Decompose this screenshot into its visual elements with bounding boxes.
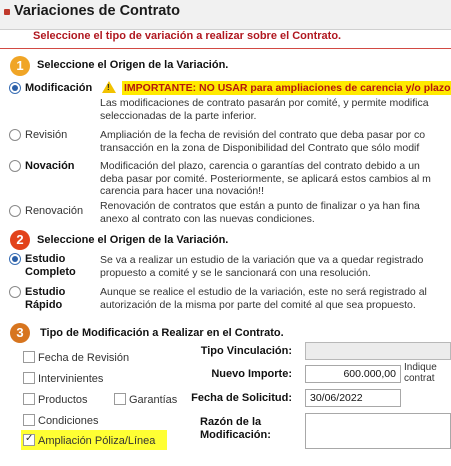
radio-renovacion[interactable] bbox=[9, 205, 21, 217]
checkbox-productos[interactable] bbox=[23, 393, 35, 405]
tipo-vinculacion-input[interactable] bbox=[305, 342, 451, 360]
warning-icon: ! bbox=[102, 81, 116, 93]
fecha-solicitud-input[interactable]: 30/06/2022 bbox=[305, 389, 401, 407]
radio-estudio-completo[interactable] bbox=[9, 253, 21, 265]
desc-novacion: Modificación del plazo, carencia o garantías del contrato debido a un deba pasar por comité. Posteriormente, se aplicará estos cambios al m carencia para hacer una novación!! bbox=[100, 160, 431, 197]
desc-estudio-rapido: Aunque se realice el estudio de la variación, este no será registrado al autorización de la misma por parte del comité al que sea propuesto. bbox=[100, 286, 427, 311]
checkbox-garantias[interactable] bbox=[114, 393, 126, 405]
radio-revision[interactable] bbox=[9, 129, 21, 141]
checkbox-condiciones[interactable] bbox=[23, 414, 35, 426]
warning-text: IMPORTANTE: NO USAR para ampliaciones de carencia y/o plazo bbox=[124, 82, 451, 94]
radio-label-revision[interactable]: Revisión bbox=[25, 129, 68, 141]
warning-banner bbox=[100, 81, 451, 95]
checkbox-label-condiciones[interactable]: Condiciones bbox=[38, 415, 99, 427]
step-3-icon: 3 bbox=[10, 323, 30, 343]
desc-renovacion: Renovación de contratos que están a punto de finalizar o ya han fina anexo al contrato con las nuevas condiciones. bbox=[100, 200, 420, 225]
section-2-title: Seleccione el Origen de la Variación. bbox=[37, 234, 229, 246]
checkbox-label-intervinientes[interactable]: Intervinientes bbox=[38, 373, 104, 385]
label-razon-modificacion: Razón de la Modificación: bbox=[200, 416, 271, 441]
label-tipo-vinculacion: Tipo Vinculación: bbox=[200, 345, 292, 357]
nuevo-importe-hint: Indique contrat bbox=[404, 362, 437, 384]
razon-modificacion-textarea[interactable] bbox=[305, 413, 451, 449]
radio-modificacion[interactable] bbox=[9, 82, 21, 94]
checkbox-intervinientes[interactable] bbox=[23, 372, 35, 384]
checkbox-label-productos[interactable]: Productos bbox=[38, 394, 88, 406]
title-bullet-icon bbox=[4, 9, 10, 15]
step-2-icon: 2 bbox=[10, 230, 30, 250]
radio-label-novacion[interactable]: Novación bbox=[25, 160, 75, 172]
checkbox-label-ampliacion-poliza[interactable]: Ampliación Póliza/Línea bbox=[38, 435, 156, 447]
step-1-icon: 1 bbox=[10, 56, 30, 76]
page-title: Variaciones de Contrato bbox=[14, 3, 180, 19]
label-fecha-solicitud: Fecha de Solicitud: bbox=[191, 392, 292, 404]
page-subtitle: Seleccione el tipo de variación a realizar sobre el Contrato. bbox=[33, 30, 342, 42]
checkbox-label-fecha-revision[interactable]: Fecha de Revisión bbox=[38, 352, 130, 364]
label-nuevo-importe: Nuevo Importe: bbox=[211, 368, 292, 380]
nuevo-importe-input[interactable]: 600.000,00 bbox=[305, 365, 401, 383]
section-3-title: Tipo de Modificación a Realizar en el Contrato. bbox=[40, 327, 284, 339]
radio-label-estudio-completo[interactable]: Estudio Completo bbox=[25, 253, 76, 278]
checkbox-ampliacion-poliza[interactable] bbox=[23, 434, 35, 446]
radio-estudio-rapido[interactable] bbox=[9, 286, 21, 298]
checkbox-label-garantias[interactable]: Garantías bbox=[129, 394, 178, 406]
radio-label-renovacion[interactable]: Renovación bbox=[25, 205, 84, 217]
desc-modificacion: Las modificaciones de contrato pasarán por comité, y permite modifica seleccionadas de la parte inferior. bbox=[100, 97, 429, 122]
radio-label-estudio-rapido[interactable]: Estudio Rápido bbox=[25, 286, 66, 311]
window-header bbox=[0, 0, 451, 30]
radio-novacion[interactable] bbox=[9, 160, 21, 172]
radio-label-modificacion[interactable]: Modificación bbox=[25, 82, 93, 94]
subtitle-divider bbox=[0, 48, 451, 49]
desc-estudio-completo: Se va a realizar un estudio de la variación que va a quedar registrado propuesto a comité y se le sancionará con una resolución. bbox=[100, 254, 424, 279]
checkbox-fecha-revision[interactable] bbox=[23, 351, 35, 363]
section-1-title: Seleccione el Origen de la Variación. bbox=[37, 59, 229, 71]
desc-revision: Ampliación de la fecha de revisión del contrato que deba pasar por co transacción en la zona de Disponibilidad del Contrato que sólo modif bbox=[100, 129, 426, 154]
